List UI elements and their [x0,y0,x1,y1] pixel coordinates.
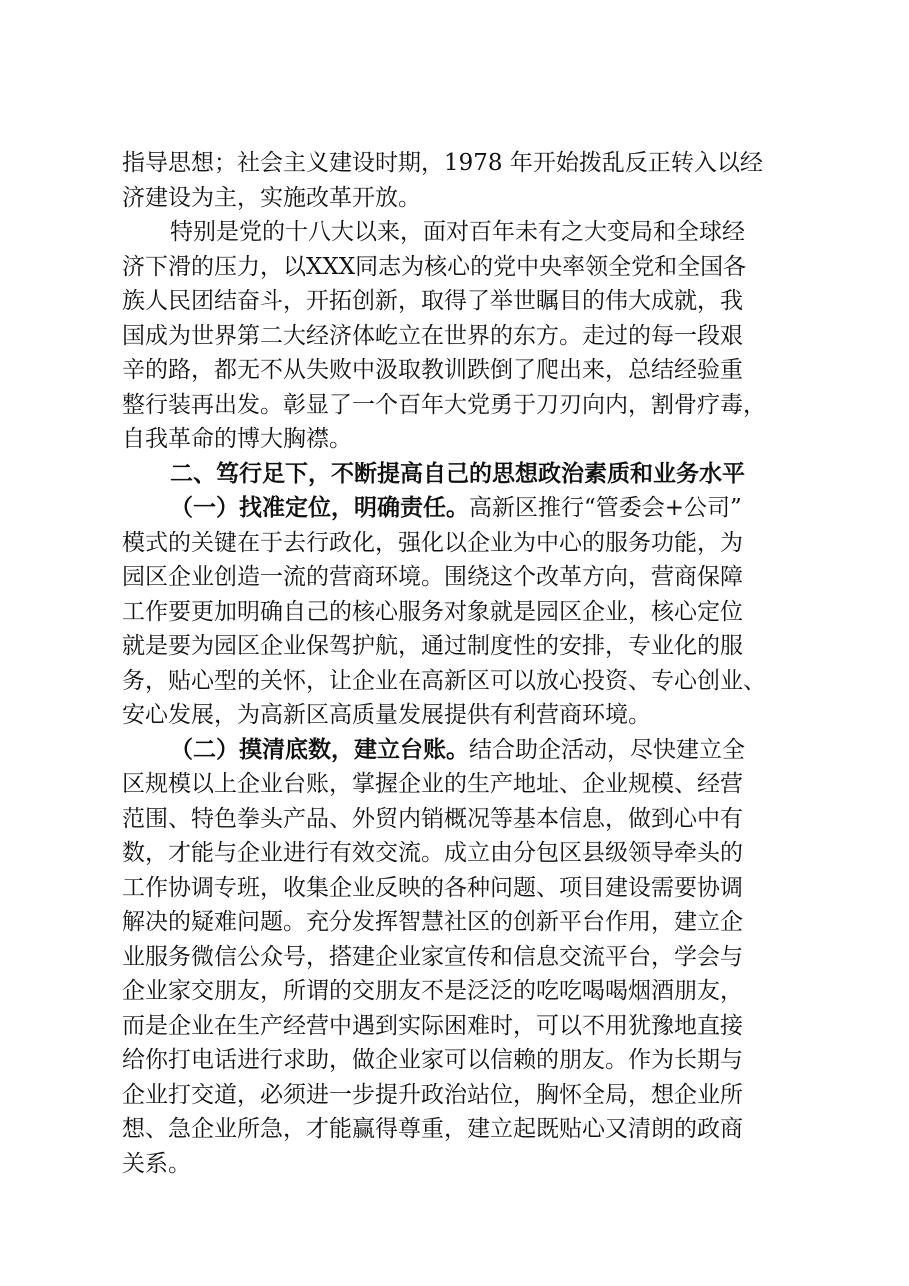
subsection-1 [122,491,802,733]
paragraph-2: 特别是党的十八大以来，面对百年未有之大变局和全球经 济下滑的压力，以XXX同志为核心的党中央率领全党和全国各 族人民团结奋斗，开拓创新，取得了举世瞩目的伟大成就，我 国成为世界第二大经济体屹立在世界的东方。走过的每一段艰 辛的路，都无不从失败中汲取教训跌倒了爬出来，总结经验重 整行装再出发。彰显了一个百年大党勇于刀刃向内，割骨疗毒， 自我革命的博大胸襟。 [122,219,766,452]
subsection-1-body: 高新区推行“管委会+公司” 模式的关键在于去行政化，强化以企业为中心的服务功能，为 园区企业创造一流的营商环境。围绕这个改革方向，营商保障 工作要更加明确自己的核心服务对象就是园区企业，核心定位 就是要为园区企业保驾护航，通过制度性的安排，专业化的服 务，贴心型的关怀，让企业在高新区可以放心投资、专心创业、 安心发展，为高新区高质量发展提供有利营商环境。 [122,495,766,728]
paragraph-1: 指导思想；社会主义建设时期，1978 年开始拨乱反正转入以经 济建设为主，实施改革开放。 [122,150,763,211]
section-heading-2: 二、笃行足下，不断提高自己的思想政治素质和业务水平 [170,459,745,487]
subsection-2-title: （二）摸清底数，建立台账。 [170,735,469,763]
subsection-1-title: （一）找准定位，明确责任。 [170,494,469,521]
subsection-2-body: 结合助企活动，尽快建立全 区规模以上企业台账，掌握企业的生产地址、企业规模、经营 范围、特色拳头产品、外贸内销概况等基本信息，做到心中有 数，才能与企业进行有效交流。成立由分包区县级领导牵头的 工作协调专班，收集企业反映的各种问题、项目建设需要协调 解决的疑难问题。充分发挥智慧社区的创新平台作用，建立企 业服务微信公众号，搭建企业家宣传和信息交流平台，学会与 企业家交朋友，所谓的交朋友不是泛泛的吃吃喝喝烟酒朋友， 而是企业在生产经营中遇到实际困难时，可以不用犹豫地直接 给你打电话进行求助，做企业家可以信赖的朋友。作为长期与 企业打交道，必须进一步提升政治站位，胸怀全局，想企业所 想、急企业所急，才能赢得尊重，建立起既贴心又清朗的政商 关系。 [122,736,745,1177]
document-page [122,146,802,1181]
subsection-2 [122,733,802,1182]
